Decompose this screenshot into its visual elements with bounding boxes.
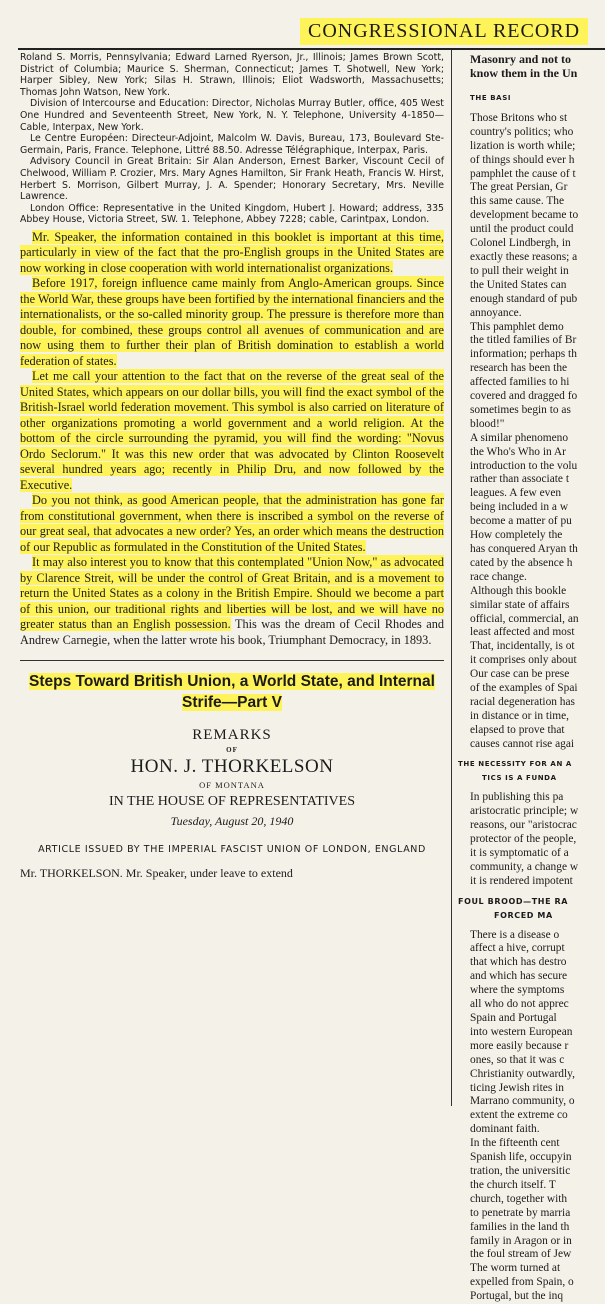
article-source: ARTICLE ISSUED BY THE IMPERIAL FASCIST UNION OF LONDON, ENGLAND <box>38 844 426 856</box>
left-column <box>20 52 444 881</box>
text-line: more easily because r <box>470 1039 569 1052</box>
text-line: ones, so that it was c <box>470 1053 565 1066</box>
right-heading: Masonry and not to <box>470 52 572 66</box>
speech-date: Tuesday, August 20, 1940 <box>170 814 294 829</box>
text-line: that which has destro <box>470 956 567 969</box>
text-line: has conquered Aryan th <box>470 543 578 555</box>
right-column <box>458 52 605 1303</box>
text-line: the United States can <box>470 278 567 291</box>
text-line: to penetrate by marria <box>470 1206 571 1219</box>
highlighted-text: Do you not think, as good American people, that the administration has gone far from constitutional government, when there is inscribed a symbol on the reverse of our great seal, that advocates a new order? Yes, an order which means the destruction of our Republic as formulated in the Constitution of the United States. <box>20 493 444 554</box>
text-line: become a matter of pu <box>470 515 572 528</box>
text-line: until the product could <box>470 223 574 236</box>
section-separator <box>20 660 444 661</box>
column-divider <box>451 50 452 1106</box>
text-line: into western European <box>470 1025 573 1038</box>
masthead-title: CONGRESSIONAL RECORD <box>300 18 588 45</box>
text-line: In publishing this pa <box>470 791 564 804</box>
listing-paragraph: Roland S. Morris, Pennsylvania; Edward Larned Ryerson, Jr., Illinois; James Brown Scott, District of Columbia; Maurice S. Sherman, Connecticut; James T. Shotwell, New York; Harper Sibley, New York; Silas H. Strawn, Illinois; Eliot Wadsworth, Massachusetts; Thomas John Watson, New York. <box>20 52 444 98</box>
text-line: blood!" <box>470 417 505 430</box>
text-line: In the fifteenth cent <box>470 1137 560 1150</box>
text-line: exactly these reasons; a <box>470 250 578 263</box>
listing-paragraph: Advisory Council in Great Britain: Sir Alan Anderson, Ernest Barker, Viscount Cecil of Chelwood, William P. Crozier, Mrs. Mary Agnes Hamilton, Sir Frank Heath, Francis W. Hirst, Herbert S. Morrison, Gilbert Murray, J. A. Spender; Honorary Secretary, Mrs. Neville Lawrence. <box>20 156 444 203</box>
text-line: it is symptomatic of a <box>470 847 569 860</box>
text-line: introduction to the volu <box>470 459 578 472</box>
text-line: Our case can be prese <box>470 668 570 681</box>
speech-body <box>20 230 444 649</box>
text-line: That, incidentally, is ot <box>470 640 575 653</box>
text-line: The great Persian, Gr <box>470 181 568 194</box>
subhead-basis: THE BASI <box>470 94 512 102</box>
right-lines <box>458 112 605 752</box>
text-line: Christianity outwardly, <box>470 1067 575 1080</box>
text-line: pamphlet the cause of t <box>470 167 576 180</box>
right-heading: know them in the Un <box>470 66 578 80</box>
text-line: lization is worth while; <box>470 139 576 152</box>
text-line: dominant faith. <box>470 1123 540 1136</box>
text-line: racial degeneration has <box>470 695 575 708</box>
text-line: it comprises only about <box>470 654 577 667</box>
text-line: covered and dragged fo <box>470 390 578 403</box>
listing-paragraph: Le Centre Européen: Directeur-Adjoint, Malcolm W. Davis, Bureau, 173, Boulevard Ste-Germain, Paris, France. Telephone, Littré 88.50. Adresse Télégraphique, Interpax, Paris. <box>20 133 444 156</box>
text-line: community, a change w <box>470 860 579 873</box>
text-line: protector of the people, <box>470 833 577 846</box>
text-line: race change. <box>470 570 527 583</box>
text-line: Those Britons who st <box>470 111 568 124</box>
text-line: family in Aragon or in <box>470 1234 572 1247</box>
text-line: The worm turned at <box>470 1262 561 1275</box>
text-line: Although this bookle <box>470 584 567 597</box>
text-line: annoyance. <box>470 306 522 319</box>
text-line: being included in a w <box>470 501 569 514</box>
text-line: the titled families of Br <box>470 334 577 347</box>
listing-paragraph: London Office: Representative in the United Kingdom, Hubert J. Howard; address, 335 Abbey House, Victoria Street, SW. 1. Telephone, Abbey 7228; cable, Carintpax, London. <box>20 202 444 226</box>
text-line: of the examples of Spai <box>470 682 578 695</box>
text-line: Portugal, but the inq <box>470 1290 564 1303</box>
text-line: leagues. A few even <box>470 487 562 500</box>
organization-listing <box>20 52 444 226</box>
masthead-rule <box>18 48 605 50</box>
text-line: church, together with <box>470 1192 568 1205</box>
text-line: to pull their weight in <box>470 264 569 277</box>
of-label: OF <box>226 746 238 755</box>
text-line: This pamphlet demo <box>470 320 564 333</box>
subhead-necessity: THE NECESSITY FOR AN A TICS IS A FUNDA <box>458 759 572 782</box>
body-paragraph <box>20 493 444 555</box>
text-line: Colonel Lindbergh, in <box>470 237 571 250</box>
text-line: reasons, our "aristocrac <box>470 819 577 832</box>
text-line: How completely the <box>470 529 563 542</box>
text-line: families in the land th <box>470 1220 570 1233</box>
text-line: it is rendered impotent <box>470 874 573 887</box>
text-line: elapsed to prove that <box>470 723 565 736</box>
body-paragraph <box>20 555 444 648</box>
masthead <box>290 18 590 44</box>
text-line: and which has secure <box>470 970 568 983</box>
text-line: Spain and Portugal <box>470 1012 557 1024</box>
text-line: development became to <box>470 209 579 222</box>
text-line: affected families to hi <box>470 376 570 389</box>
article-headline <box>20 671 444 713</box>
highlighted-text: Mr. Speaker, the information contained in this booklet is important at this time, particularly in view of the fact that the pro-English groups in the United States are now working in close cooperation with world internationalist organizations. <box>20 229 444 275</box>
text-line: extent the extreme co <box>470 1109 568 1122</box>
listing-paragraph: Division of Intercourse and Education: Director, Nicholas Murray Butler, office, 405 West One Hundred and Seventeenth Street, New York, N. Y. Telephone, University 4-1850—Cable, Interpax, New York. <box>20 98 444 133</box>
trailing-line: Mr. THORKELSON. Mr. Speaker, under leave to extend <box>20 866 293 881</box>
chamber-label: IN THE HOUSE OF REPRESENTATIVES <box>109 794 355 810</box>
text-line: the foul stream of Jew <box>470 1248 572 1261</box>
text-line: the Who's Who in Ar <box>470 445 566 458</box>
text-line: similar state of affairs <box>470 598 570 611</box>
speaker-name: HON. J. THORKELSON <box>130 756 334 778</box>
text-line: affect a hive, corrupt <box>470 942 565 955</box>
text-line: this same cause. The <box>470 195 565 208</box>
subhead-foul-brood: FOUL BROOD—THE RA FORCED MA <box>458 896 569 920</box>
text-line: information; perhaps th <box>470 348 577 361</box>
text-line: A similar phenomeno <box>470 431 569 444</box>
text-line: sometimes begin to as <box>470 403 571 416</box>
highlighted-text: Before 1917, foreign influence came mainly from Anglo-American groups. Since the World War, these groups have been fortified by the international financiers and the internationalists, or the so-called minority group. The pressure is therefore more than double, for combined, these groups control all avenues of communication and are now using them to further their plan of British domination to establish a world federation of states. <box>20 276 444 368</box>
text-line: tration, the universitic <box>470 1164 571 1177</box>
highlighted-text: Let me call your attention to the fact that on the reverse of the great seal of the United States, which appears on our dollar bills, you will find the exact symbol of the British-Israel world federation movement. This symbol is also carried on literature of other organizations promoting a world government and a world religion. At the bottom of the circle surrounding the pyramid, you will find the wording: "Novus Ordo Seclorum." It was this new order that was advocated by Clinton Roosevelt several hundred years ago; recently in Philip Dru, and now followed by the Executive. <box>20 369 444 492</box>
text-line: the church itself. T <box>470 1178 556 1191</box>
text-line: least affected and most <box>470 626 575 639</box>
body-paragraph <box>20 369 444 493</box>
body-paragraph <box>20 276 444 369</box>
text-line: official, commercial, an <box>470 612 579 625</box>
headline-text: Steps Toward British Union, a World State, and Internal Strife—Part V <box>29 673 435 712</box>
text-line: research has been the <box>470 362 568 375</box>
text-line: There is a disease o <box>470 928 560 941</box>
text-line: enough standard of pub <box>470 292 578 305</box>
text-line: Marrano community, o <box>470 1095 575 1108</box>
unhighlighted-text: This was the dream of Cecil Rhodes and Andrew Carnegie, when the latter wrote his book, Triumphant Democracy, in 1893. <box>20 617 444 647</box>
highlighted-text: It may also interest you to know that this contemplated "Union Now," as advocated by Clarence Streit, will be under the control of Great Britain, and is a movement to return the United States as a colony in the British Empire. Should we become a part of this union, our traditional rights and liberties will be lost, and we will have no greater status than an English possession. <box>20 555 444 632</box>
speaker-state: OF MONTANA <box>199 780 265 791</box>
text-line: expelled from Spain, o <box>470 1276 574 1289</box>
text-line: of things should ever h <box>470 153 575 166</box>
right-lines <box>458 791 605 888</box>
text-line: causes cannot rise agai <box>470 737 575 750</box>
text-line: in distance or in time, <box>470 709 570 722</box>
text-line: ticing Jewish rites in <box>470 1081 564 1094</box>
text-line: rather than associate t <box>470 473 569 486</box>
body-paragraph <box>20 230 444 277</box>
text-line: where the symptoms <box>470 984 565 997</box>
text-line: aristocratic principle; w <box>470 805 579 818</box>
right-body <box>458 52 605 1304</box>
text-line: country's politics; who <box>470 125 574 138</box>
right-lines <box>458 929 605 1304</box>
text-line: Spanish life, occupyin <box>470 1151 572 1164</box>
text-line: cated by the absence h <box>470 556 573 569</box>
text-line: all who do not apprec <box>470 998 569 1011</box>
remarks-label: REMARKS <box>192 727 272 744</box>
